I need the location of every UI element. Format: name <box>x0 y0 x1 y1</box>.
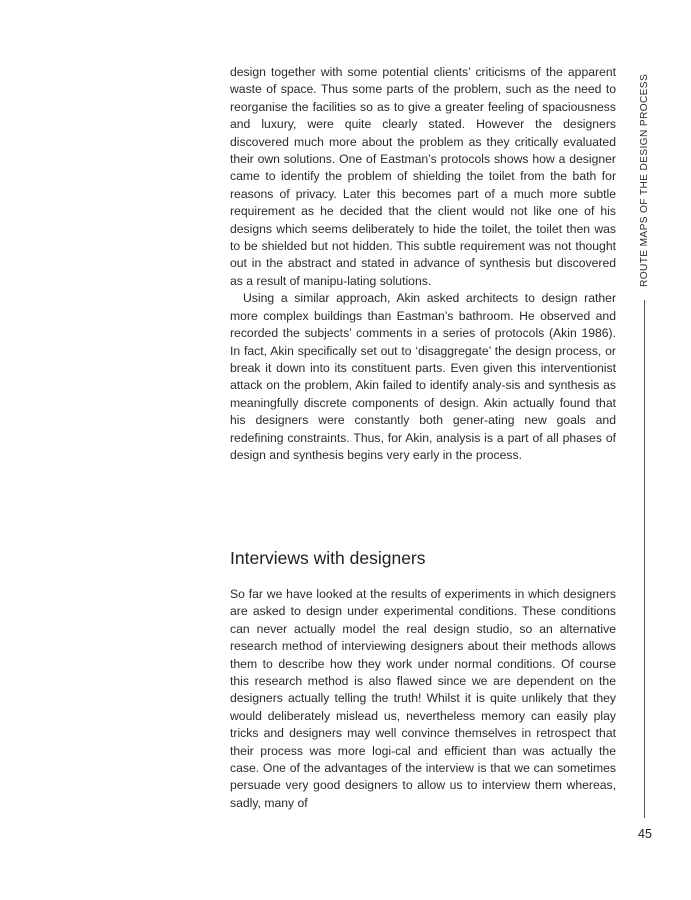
running-head: ROUTE MAPS OF THE DESIGN PROCESS <box>639 73 650 287</box>
page-number: 45 <box>638 827 652 841</box>
body-text-upper <box>230 64 616 464</box>
body-text-lower <box>230 586 616 812</box>
section-heading: Interviews with designers <box>230 548 426 568</box>
paragraph: So far we have looked at the results of experiments in which designers are asked to design under experimental conditions. These conditions can never actually model the real design studio, so an alternative research method of interviewing designers about their methods allows them to describe how they work under normal conditions. Of course this research method is also flawed since we are dependent on the designers actually telling the truth! Whilst it is quite unlikely that they would deliberately mislead us, nevertheless memory can easily play tricks and designers may well convince themselves in retrospect that their process was more logi-cal and efficient than was actually the case. One of the advantages of the interview is that we can sometimes persuade very good designers to allow us to interview them whereas, sadly, many of <box>230 587 616 810</box>
paragraph: design together with some potential clients’ criticisms of the apparent waste of space. Thus some parts of the problem, such as the need to reorganise the facilities so as to give a greater feeling of spaciousness and luxury, were quite clearly stated. However the designers discovered much more about the problem as they critically evaluated their own solutions. One of Eastman’s protocols shows how a designer came to identify the problem of shielding the toilet from the bath for reasons of privacy. Later this becomes part of a much more subtle requirement as he decided that the client would not like one of his designs which seems deliberately to hide the toilet, the toilet then was to be shielded but not hidden. This subtle requirement was not thought out in the abstract and stated in advance of synthesis but discovered as a result of manipu-lating solutions. <box>230 65 616 288</box>
margin-rule <box>644 300 645 818</box>
paragraph: Using a similar approach, Akin asked architects to design rather more complex buildings than Eastman’s bathroom. He observed and recorded the subjects’ comments in a series of protocols (Akin 1986). In fact, Akin specifically set out to ‘disaggregate’ the design process, or break it down into its constituent parts. Even given this interventionist attack on the problem, Akin failed to identify analy-sis and synthesis as meaningfully discrete components of design. Akin actually found that his designers were constantly both gener-ating new goals and redefining constraints. Thus, for Akin, analysis is a part of all phases of design and synthesis begins very early in the process. <box>230 291 616 462</box>
